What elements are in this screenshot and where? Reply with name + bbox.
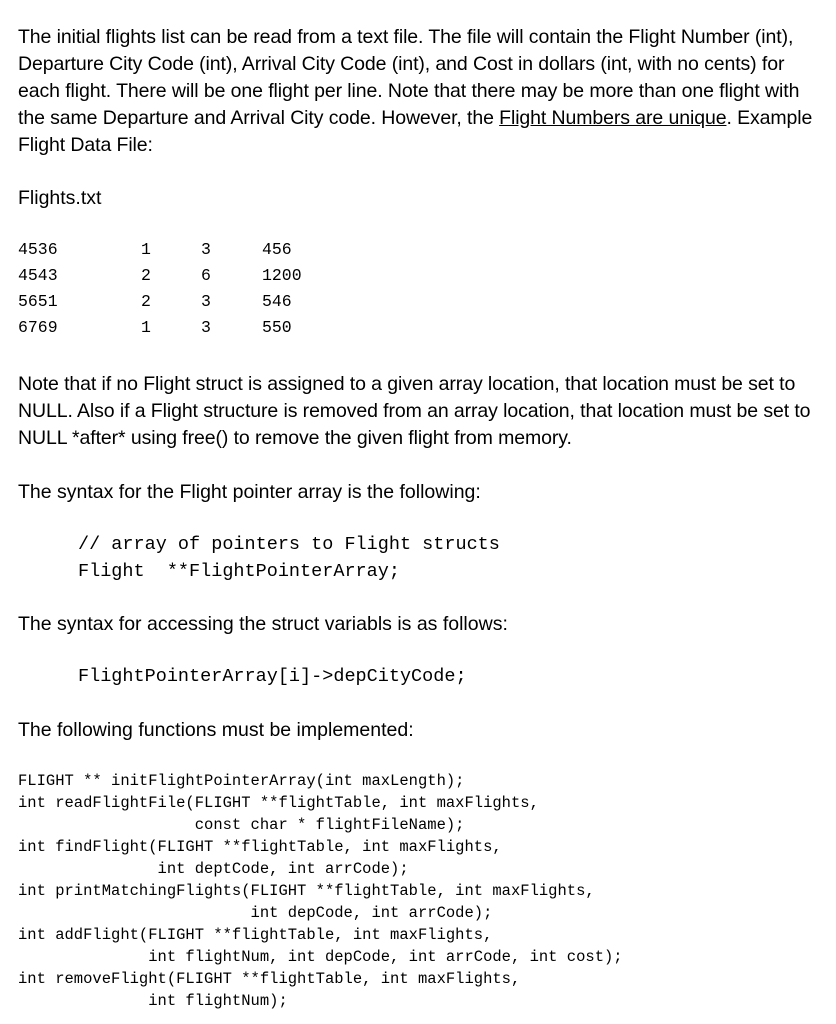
table-cell-departure-code: 2 (141, 266, 151, 285)
syntax-code-block: // array of pointers to Flight structs Flight **FlightPointerArray; (78, 534, 500, 582)
functions-heading: The following functions must be implemented: (18, 719, 414, 741)
file-label: Flights.txt (18, 187, 102, 209)
table-cell-flight-number: 4543 (18, 266, 58, 285)
functions-code-block: FLIGHT ** initFlightPointerArray(int maxLength); int readFlightFile(FLIGHT **flightTable, int maxFlights, const char * flightFileName); int findFlight(FLIGHT **flightTable, int maxFlights, int deptCode, int arrCode); int printMatchingFlights(FLIGHT **flightTable, int maxFlights, int depCode, int arrCode); int addFlight(FLIGHT **flightTable, int maxFlights, int flightNum, int depCode, int arrCode, int cost); int removeFlight(FLIGHT **flightTable, int maxFlights, int flightNum); (18, 772, 623, 1010)
syntax-heading: The syntax for the Flight pointer array is the following: (18, 481, 481, 503)
table-cell-arrival-code: 3 (201, 292, 211, 311)
access-heading: The syntax for accessing the struct variabls is as follows: (18, 613, 508, 635)
table-cell-cost: 456 (262, 240, 292, 259)
note-paragraph: Note that if no Flight struct is assigned to a given array location, that location must be set to NULL. Also if a Flight structure is removed from an array location, that location must be set to NULL *after* using free() to remove the given flight from memory. (18, 373, 811, 449)
access-code-block: FlightPointerArray[i]->depCityCode; (78, 666, 467, 687)
table-cell-cost: 550 (262, 318, 292, 337)
intro-text: The initial flights list can be read from a text file. The file will contain the Flight Number (int), Departure City Code (int), Arrival City Code (int), and Cost in dollars (int, with no cents) for each flight. There will be one flight per line. Note that there may be more than one flight with the same Departure and Arrival City code. However, the (18, 26, 800, 129)
table-cell-flight-number: 4536 (18, 240, 58, 259)
table-cell-flight-number: 5651 (18, 292, 58, 311)
table-cell-departure-code: 2 (141, 292, 151, 311)
intro-paragraph (18, 24, 818, 159)
table-cell-departure-code: 1 (141, 318, 151, 337)
intro-text-end: . Example Flight Data File: (18, 107, 813, 156)
table-cell-flight-number: 6769 (18, 318, 58, 337)
table-cell-arrival-code: 3 (201, 240, 211, 259)
table-cell-arrival-code: 6 (201, 266, 211, 285)
table-cell-arrival-code: 3 (201, 318, 211, 337)
table-cell-cost: 1200 (262, 266, 302, 285)
table-cell-cost: 546 (262, 292, 292, 311)
intro-underlined-text: Flight Numbers are unique (499, 107, 727, 129)
table-cell-departure-code: 1 (141, 240, 151, 259)
